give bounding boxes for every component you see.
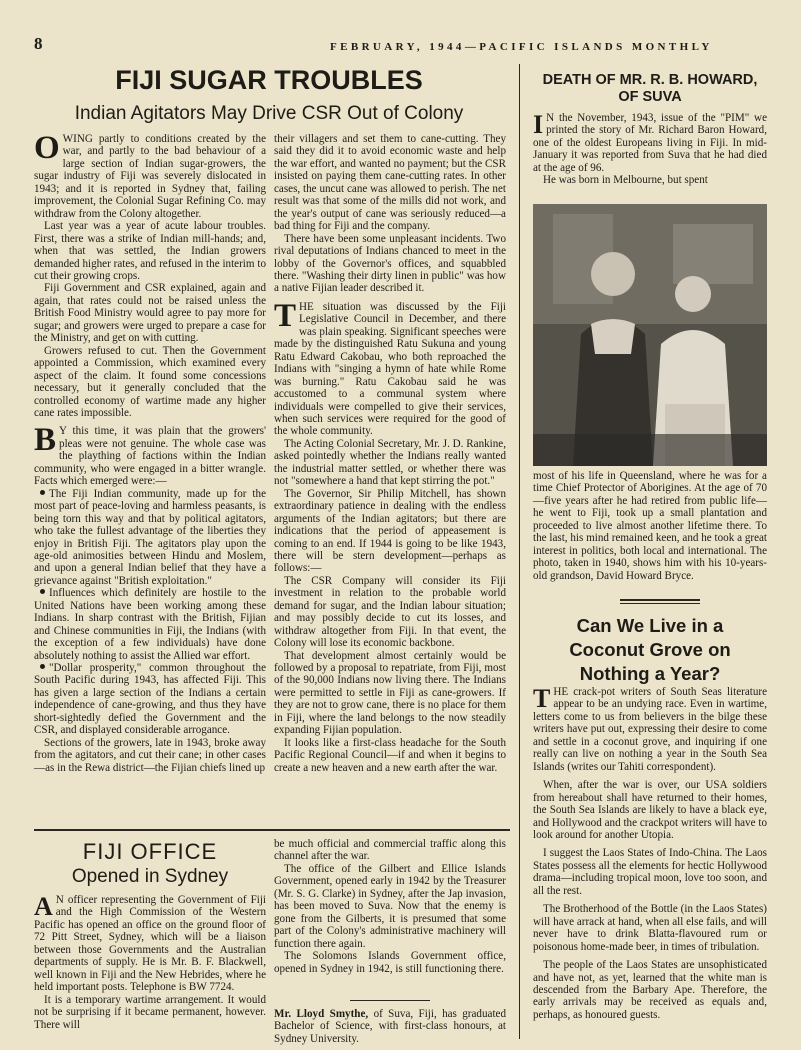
sugar-paragraph: The Acting Colonial Secretary, Mr. J. D. Rankine, asked pointedly whether the Indians really wanted the industrial matter settled, or whether there was not "somewhere a hand that kept stirring the pot." xyxy=(274,437,506,488)
sugar-column-1 xyxy=(34,130,266,774)
howard-intro xyxy=(533,112,767,187)
sugar-paragraph: Growers refused to cut. Then the Government appointed a Commission, which examined every aspect of the claim. It found some concessions necessary, but it generally concluded that the controlled economy of wartime made any higher cane rates impossible. xyxy=(34,344,266,419)
coconut-body xyxy=(533,686,767,1021)
running-head: FEBRUARY, 1944—PACIFIC ISLANDS MONTHLY xyxy=(330,41,713,53)
sugar-bullet-item: The Fiji Indian community, made up for the most part of peace-loving and harmless peasants, is being torn this way and that by political agitators, who take the fullest advantage of the liberties they enjoy in British Fiji. The agitators play upon the age-old animosities between Hindu and Moslem, and upon a general Indian belief that they have a grievance against "British exploitation." xyxy=(34,487,266,587)
office-subheadline: Opened in Sydney xyxy=(71,866,229,887)
drop-cap: O xyxy=(34,130,60,166)
smythe-paragraph: Mr. Lloyd Smythe, of Suva, Fiji, has graduated Bachelor of Science, with first-class honours, at Sydney University. xyxy=(274,1008,506,1045)
bullet-icon xyxy=(40,490,45,495)
coconut-paragraph: THE crack-pot writers of South Seas literature appear to be an undying race. Even in wartime, letters come to us from believers in the bilge these writers have put out, expressing their desire to come and settle in a coconut grove, and inquiring if one really can live on nothing a year in the South Sea Islands (writes our Tahiti correspondent). xyxy=(533,684,767,773)
smythe-name: Mr. Lloyd Smythe, xyxy=(274,1008,369,1020)
office-paragraph: The Solomons Islands Government office, opened in Sydney in 1942, is still functioning there. xyxy=(274,950,506,975)
howard-caption-text xyxy=(533,470,767,582)
office-paragraph: be much official and commercial traffic along this channel after the war. xyxy=(274,838,506,863)
section-rule xyxy=(350,1000,430,1001)
office-paragraph: It is a temporary wartime arrangement. It would not be surprising if it became permanent, however. There will xyxy=(34,993,266,1031)
column-divider xyxy=(519,64,520,1039)
drop-cap: I xyxy=(533,110,544,139)
sugar-bullet-item: "Dollar prosperity," common throughout the South Pacific during 1943, has affected Fiji. This has given a large section of the Indians a certain independence of cane-growing, and thus they have short-sightedly defied the Government and the CSR, and displayed considerable arrogance. xyxy=(34,662,266,737)
section-rule xyxy=(34,829,510,831)
sugar-paragraph: Fiji Government and CSR explained, again and again, that rates could not be raised unless the British Food Ministry would agree to pay more for sugar; and growers were urged to prepare a case for the Ministry, and get on with cutting. xyxy=(34,282,266,345)
howard-headline: DEATH OF MR. R. B. HOWARD, OF SUVA xyxy=(542,72,758,105)
drop-cap: A xyxy=(34,892,53,921)
coconut-paragraph: I suggest the Laos States of Indo-China. The Laos States possess all the elements for hectic Hollywood drama—including tropical moon, love too soon, and all the rest. xyxy=(533,847,767,897)
howard-paragraph: He was born in Melbourne, but spent xyxy=(543,174,708,187)
drop-cap: T xyxy=(533,684,551,713)
sugar-paragraph: Sections of the growers, late in 1943, broke away from the agitators, and cut their cane; in other cases—as in the Rewa district—the Fijian chiefs lined up xyxy=(34,736,266,774)
drop-cap: B xyxy=(34,422,57,459)
office-headline: FIJI OFFICE xyxy=(82,839,218,864)
coconut-paragraph: The people of the Laos States are unsophisticated and have not, as yet, learned that the white man is descended from the Barbary Ape. Therefore, the early arrivals may be received as equals and, perhaps, as honoured guests. xyxy=(533,959,767,1021)
sugar-paragraph: The Governor, Sir Philip Mitchell, has shown extraordinary patience in dealing with the endless arguments of the Indian agitators; but there are indications that the period of appeasement is coming to an end. If 1944 is going to be like 1943, there will be stern development—perhaps as follows:— xyxy=(274,487,506,575)
coconut-headline xyxy=(531,614,769,686)
coconut-headline-line: Can We Live in a xyxy=(576,615,724,636)
office-column-2 xyxy=(274,838,506,975)
sugar-paragraph: The CSR Company will consider its Fiji investment in relation to the probable world demand for sugar, and the Indian labour situation; and may possibly decide to cut its losses, and withdraw altogether from Fiji. In that event, the Colony will lose its economic backbone. xyxy=(274,574,506,650)
sugar-paragraph: Last year was a year of acute labour troubles. First, there was a strike of Indian mill-hands; and, when that was settled, the Indian growers demanded higher rates, and refused in the interim to cut their growing crops. xyxy=(34,220,266,282)
sugar-subheadline: Indian Agitators May Drive CSR Out of Colony xyxy=(74,103,464,124)
sugar-paragraph: There have been some unpleasant incidents. Two rival deputations of Indians chanced to meet in the lobby of the Governor's offices, and squabbled there. "Washing their dirty linen in public" was how a native Fijian leader described it. xyxy=(274,232,506,295)
sugar-paragraph: That development almost certainly would be followed by a proposal to repatriate, from Fiji, most of the 90,000 Indians now living there. The Indians were permitted to settle in Fiji as cane-growers. If they are not to grow cane, there is no place for them in Fiji, where the land belongs to the now steadily expanding Fijian population. xyxy=(274,649,506,737)
coconut-paragraph: The Brotherhood of the Bottle (in the Laos States) will have arrack at hand, when all else fails, and will never have to drink Blatta-flavoured rum or poisonous home-made beer, in times of tribulation. xyxy=(533,903,767,953)
coconut-paragraph: When, after the war is over, our USA soldiers from hereabout shall have returned to their homes, the South Sea Islands are likely to have a black eye, and Hollywood and the crackpot writers will have to look around for another Utopia. xyxy=(533,779,767,841)
howard-photo xyxy=(533,204,767,466)
coconut-headline-line: Coconut Grove on xyxy=(569,639,731,660)
photo-image xyxy=(533,204,767,466)
office-paragraph: The office of the Gilbert and Ellice Islands Government, opened early in 1942 by the Treasurer (Mr. S. G. Clarke) in Sydney, after the Jap invasion, has been moved to Suva. Now that the enemy is gone from the Gilberts, it is presumed that some part of the Colony's administrative machinery will function there again. xyxy=(274,862,506,950)
section-rule xyxy=(620,603,700,604)
sugar-paragraph: THE situation was discussed by the Fiji Legislative Council in December, and there was plain speaking. Significant speeches were made by the distinguished Ratu Sukuna and young Ratu Edward Cakobau, who both reproached the Indians with "singing a hymn of hate while Rome was burning." Ratu Cakobau said he was accustomed to a communal system where individuals were compelled to give their services, when such services were required for the good of the whole community. xyxy=(274,297,506,438)
page-number: 8 xyxy=(34,34,43,53)
office-column-1 xyxy=(34,894,266,1031)
sugar-column-2 xyxy=(274,133,506,774)
sugar-bullet-item: Influences which definitely are hostile to the United Nations have been working among these Indians. In sharp contrast with the British, Fijian and Chinese communities in Fiji, the Indians (with the exception of a few individuals) have done absolutely nothing to assist the Allied war effort. xyxy=(34,587,266,662)
sugar-paragraph: OWING partly to conditions created by the war, and partly to the bad behaviour of a large section of Indian sugar-growers, the sugar industry of Fiji was severely dislocated in 1943; and it is reported in Sydney that, failing improvement, the Colonial Sugar Refining Co. may withdraw from the Colony altogether. xyxy=(34,130,266,220)
bullet-icon xyxy=(40,589,45,594)
bullet-icon xyxy=(40,664,45,669)
sugar-paragraph: It looks like a first-class headache for the South Pacific Regional Council—if and when it begins to create a new heaven and a new earth after the war. xyxy=(274,736,506,774)
howard-paragraph: I N the November, 1943, issue of the "PIM" we printed the story of Mr. Richard Baron Howard, one of the oldest Europeans living in Fiji. In mid-January it was reported from Suva that he had died at the age of 96. xyxy=(533,110,767,174)
coconut-headline-line: Nothing a Year? xyxy=(579,663,721,684)
office-paragraph: A N officer representing the Government of Fiji and the High Commission of the Western Pacific has opened an office on the ground floor of 72 Pitt Street, Sydney, which will be a liaison between those Governments and the Australian departments of supply. He is Mr. B. F. Blackwell, well known in Fiji and the New Hebrides, where he held important posts. Telephone is BW 7724. xyxy=(34,892,266,994)
sugar-paragraph: B Y this time, it was plain that the growers' pleas were not genuine. The whole case was the plaything of factions within the Indian community, who were engaged in a bitter wrangle. Facts which emerged were:— xyxy=(34,422,266,488)
sugar-headline: FIJI SUGAR TROUBLES xyxy=(115,65,423,95)
smythe-note xyxy=(274,1008,506,1045)
section-rule xyxy=(620,599,700,601)
drop-cap: T xyxy=(274,297,297,334)
sugar-paragraph: their villagers and set them to cane-cutting. They said they did it to avoid economic waste and help the war effort, and wanted no payment; but the CSR insisted on paying them cane-cutting rates. In other cases, the uncut cane was allowed to perish. The net result was that some of the mills did not work, and the year's output of cane was seriously reduced—a bad thing for Fiji and the company. xyxy=(274,133,506,233)
howard-paragraph: most of his life in Queensland, where he was for a time Chief Protector of Aborigines. At the age of 70—five years after he had retired from public life—he went to Fiji, took up a small plantation and proceeded to live almost another lifetime there. To the last, his mind remained keen, and he took a great interest in politics, both local and international. The photo, taken in 1940, shows him with his 10-years-old grandson, David Howard Bryce. xyxy=(533,470,767,582)
